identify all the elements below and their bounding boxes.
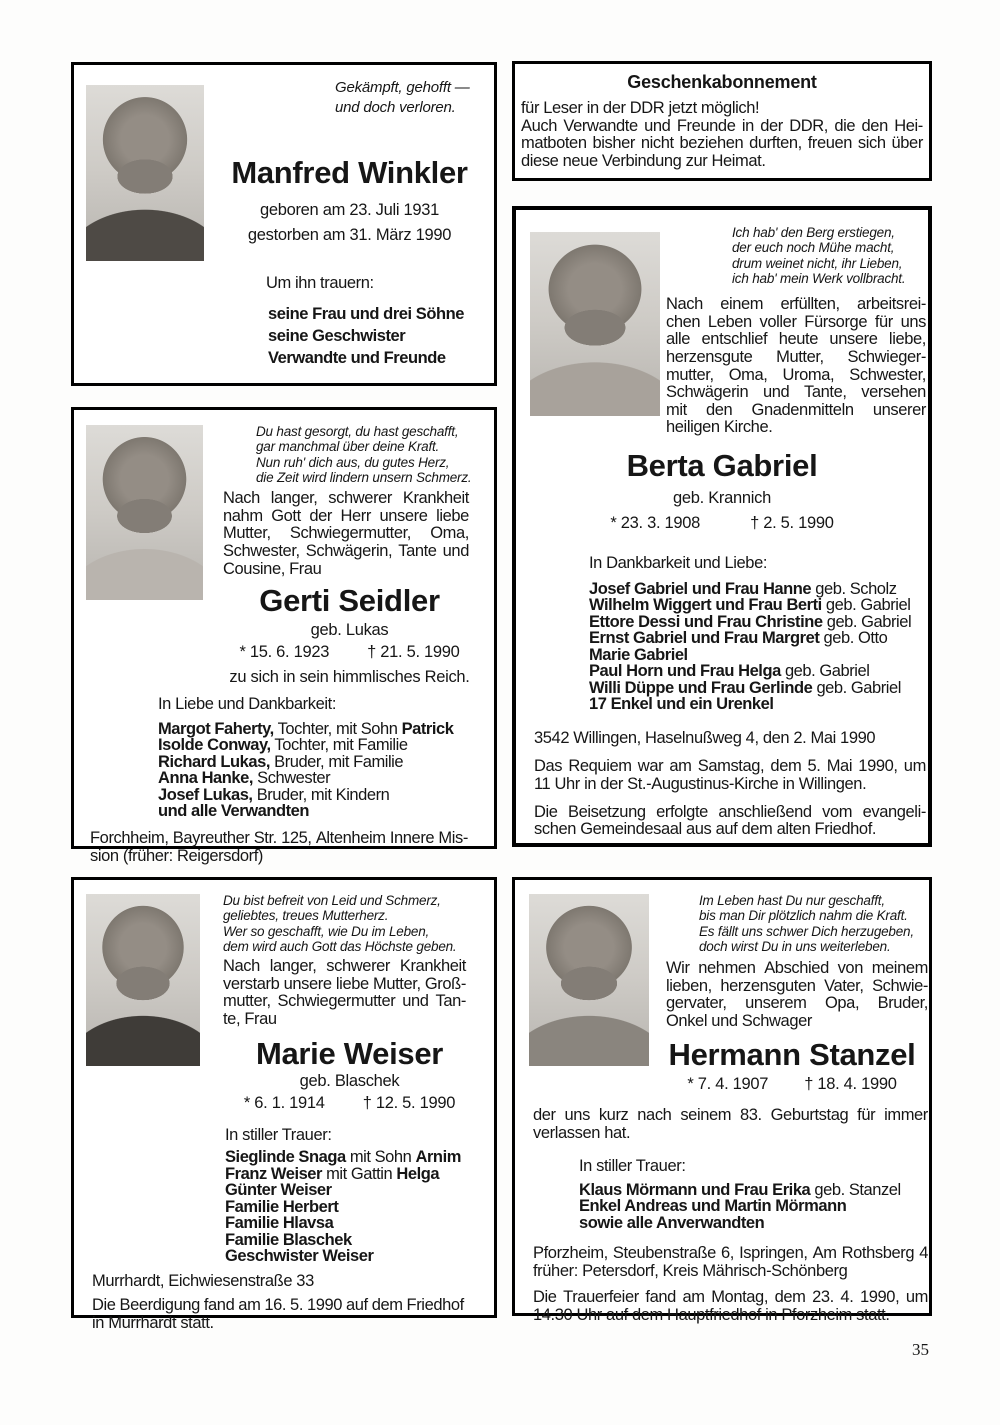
mourner-line: Ernst Gabriel und Frau Margret geb. Otto xyxy=(589,629,888,648)
obituary-berta-gabriel xyxy=(512,206,932,847)
epigraph: Du bist befreit von Leid und Schmerz, geliebtes, treues Mutterherz. Wer so geschafft, wie Du im Leben, dem wird auch Gott das Höchste geben. xyxy=(223,893,457,954)
mourners-list xyxy=(579,1182,929,1232)
maiden-name: geb. Krannich xyxy=(673,488,771,507)
portrait-photo-marie-weiser xyxy=(86,894,200,1066)
address-line: Murrhardt, Eichwiesenstraße 33 xyxy=(92,1271,314,1290)
mourners-list xyxy=(225,1149,494,1265)
portrait-photo-gerti-seidler xyxy=(86,425,203,600)
mourner-line: 17 Enkel und ein Urenkel xyxy=(589,695,774,714)
mourner-line: seine Frau und drei Söhne xyxy=(268,305,464,324)
mourner-line: Wilhelm Wiggert und Frau Berti geb. Gabriel xyxy=(589,596,911,615)
birth-date: * 7. 4. 1907 xyxy=(687,1075,769,1094)
mourner-line: Josef Lukas, Bruder, mit Kindern xyxy=(158,785,390,804)
deceased-name: Gerti Seidler xyxy=(259,583,440,619)
address-line: Forchheim, Bayreuther Str. 125, Altenheim Innere Mis- sion (früher: Reigersdorf) xyxy=(90,828,468,865)
gift-subscription-ad xyxy=(512,61,932,181)
mourner-line: Günter Weiser xyxy=(225,1181,332,1200)
mourner-line: Paul Horn und Frau Helga geb. Gabriel xyxy=(589,662,870,681)
death-line: gestorben am 31. März 1990 xyxy=(247,225,452,244)
obituary-marie-weiser xyxy=(71,877,497,1333)
birth-date: * 6. 1. 1914 xyxy=(243,1094,325,1113)
death-date: † 2. 5. 1990 xyxy=(750,513,834,532)
mourner-line: seine Geschwister xyxy=(268,327,406,346)
obituary-intro-text: Nach einem erfüllten, arbeitsrei- chen Leben voller Fürsorge für uns alle entschlief heute unsere liebe, herzensgute Mutter, Schwieger- mutter, Oma, Uroma, Schwester, Schwägerin und Tante, versehen mit den Gnadenmitteln unserer heiligen Kirche. xyxy=(666,295,926,437)
birth-line: geboren am 23. Juli 1931 xyxy=(259,200,439,219)
mourning-intro: In Liebe und Dankbarkeit: xyxy=(158,694,337,713)
death-date: † 21. 5. 1990 xyxy=(367,642,460,661)
death-date: † 12. 5. 1990 xyxy=(362,1094,456,1113)
funeral-info: Die Trauerfeier fand am Montag, dem 23. 4. 1990, um 14.30 Uhr auf dem Hauptfriedhof in Pforzheim statt. xyxy=(533,1288,928,1324)
obituary-intro-text: Nach langer, schwerer Krankheit nahm Gott der Herr unsere liebe Mutter, Schwiegermutter, Oma, Schwester, Schwägerin, Tante und Cousine, Frau xyxy=(223,489,469,578)
mourning-intro: Um ihn trauern: xyxy=(266,274,374,293)
mourner-line: Marie Gabriel xyxy=(589,645,688,664)
mourners-list xyxy=(268,304,494,370)
epigraph: Gekämpft, gehofft — und doch verloren. xyxy=(335,79,470,117)
life-dates xyxy=(209,643,490,662)
deceased-name: Marie Weiser xyxy=(255,1035,444,1071)
mourner-line: Josef Gabriel und Frau Hanne geb. Scholz xyxy=(589,579,897,598)
life-dates xyxy=(516,514,928,533)
deceased-name: Hermann Stanzel xyxy=(668,1036,916,1072)
mourner-line: Familie Hlavsa xyxy=(225,1214,334,1233)
funeral-info-burial: Die Beisetzung erfolgte anschließend vom evangeli- schen Gemeindesaal aus auf dem alten Friedhof. xyxy=(534,802,926,839)
epigraph: Im Leben hast Du nur geschafft, bis man Dir plötzlich nahm die Kraft. Es fällt uns schwer Dich herzugeben, doch wirst Du in uns weiterleben. xyxy=(699,893,914,954)
life-dates xyxy=(209,1094,490,1113)
funeral-info: Die Beerdigung fand am 16. 5. 1990 auf dem Friedhof in Murrhardt statt. xyxy=(92,1296,464,1333)
portrait-photo-hermann-stanzel xyxy=(529,894,649,1066)
mourner-line: Familie Herbert xyxy=(225,1197,339,1216)
maiden-name: geb. Lukas xyxy=(310,620,389,639)
obituary-intro-text: Nach langer, schwerer Krankheit verstarb unsere liebe Mutter, Groß- mutter, Schwiegermutter und Tan- te, Frau xyxy=(223,957,466,1028)
mourner-line: Geschwister Weiser xyxy=(225,1247,374,1266)
mourning-intro: In stiller Trauer: xyxy=(225,1126,332,1145)
mourner-line: Anna Hanke, Schwester xyxy=(158,769,331,788)
address-line: Pforzheim, Steubenstraße 6, Ispringen, Am Rothsberg 4 früher: Petersdorf, Kreis Mährisch-Schönberg xyxy=(533,1244,928,1280)
ad-title: Geschenkabonnement xyxy=(627,72,817,92)
mourner-line: Richard Lukas, Bruder, mit Familie xyxy=(158,752,404,771)
obituary-continuation: der uns kurz nach seinem 83. Geburtstag für immer verlassen hat. xyxy=(533,1106,928,1142)
address-line: 3542 Willingen, Haselnußweg 4, den 2. Mai 1990 xyxy=(534,728,876,747)
mourner-line: Willi Düppe und Frau Gerlinde geb. Gabriel xyxy=(589,678,901,697)
mourner-line: Isolde Conway, Tochter, mit Familie xyxy=(158,736,408,755)
funeral-info-requiem: Das Requiem war am Samstag, dem 5. Mai 1990, um 11 Uhr in der St.-Augustinus-Kirche in Willingen. xyxy=(534,757,926,794)
birth-date: * 23. 3. 1908 xyxy=(610,513,701,532)
mourner-line: Verwandte und Freunde xyxy=(268,349,446,368)
mourner-line: Familie Blaschek xyxy=(225,1230,352,1249)
birth-date: * 15. 6. 1923 xyxy=(239,642,330,661)
obituary-manfred-winkler xyxy=(71,62,497,386)
deceased-name: Berta Gabriel xyxy=(626,448,818,484)
mourner-line: Margot Faherty, Tochter, mit Sohn Patrick xyxy=(158,719,454,738)
mourning-intro: In Dankbarkeit und Liebe: xyxy=(589,553,768,572)
page-number: 35 xyxy=(912,1340,929,1359)
life-dates xyxy=(655,1075,929,1094)
epigraph: Du hast gesorgt, du hast geschafft, gar manchmal über deine Kraft. Nun ruh' dich aus, du gutes Herz, die Zeit wird lindern unsern Schmerz. xyxy=(256,424,472,485)
maiden-name: geb. Blaschek xyxy=(299,1072,400,1091)
mourner-line: und alle Verwandten xyxy=(158,802,309,821)
portrait-photo-manfred-winkler xyxy=(86,85,204,261)
death-date: † 18. 4. 1990 xyxy=(804,1075,897,1094)
mourner-line: Sieglinde Snaga mit Sohn Arnim xyxy=(225,1148,461,1167)
obituary-continuation: zu sich in sein himmlisches Reich. xyxy=(229,667,470,686)
portrait-photo-berta-gabriel xyxy=(530,232,660,416)
ad-body: für Leser in der DDR jetzt möglich! Auch Verwandte und Freunde in der DDR, die den Hei- matboten bisher nicht beziehen durften, freuen sich über diese neue Verbindung zur Heimat. xyxy=(521,99,923,170)
mourner-line: Franz Weiser mit Gattin Helga xyxy=(225,1164,440,1183)
obituary-hermann-stanzel xyxy=(512,877,932,1324)
obituary-gerti-seidler xyxy=(71,407,497,865)
deceased-name: Manfred Winkler xyxy=(231,155,468,191)
epigraph: Ich hab' den Berg erstiegen, der euch noch Mühe macht, drum weinet nicht, ihr Lieben, ich hab' mein Werk vollbracht. xyxy=(732,225,906,286)
mourner-line: Ettore Dessi und Frau Christine geb. Gabriel xyxy=(589,612,912,631)
mourners-list xyxy=(158,721,494,820)
mourner-line: Klaus Mörmann und Frau Erika geb. Stanzel xyxy=(579,1180,901,1199)
obituary-intro-text: Wir nehmen Abschied von meinem lieben, herzensguten Vater, Schwie- gervater, unserem Opa, Bruder, Onkel und Schwager xyxy=(666,959,928,1030)
mourning-intro: In stiller Trauer: xyxy=(579,1156,686,1175)
mourner-line: sowie alle Anverwandten xyxy=(579,1213,765,1232)
mourners-list xyxy=(589,581,928,713)
mourner-line: Enkel Andreas und Martin Mörmann xyxy=(579,1197,847,1216)
